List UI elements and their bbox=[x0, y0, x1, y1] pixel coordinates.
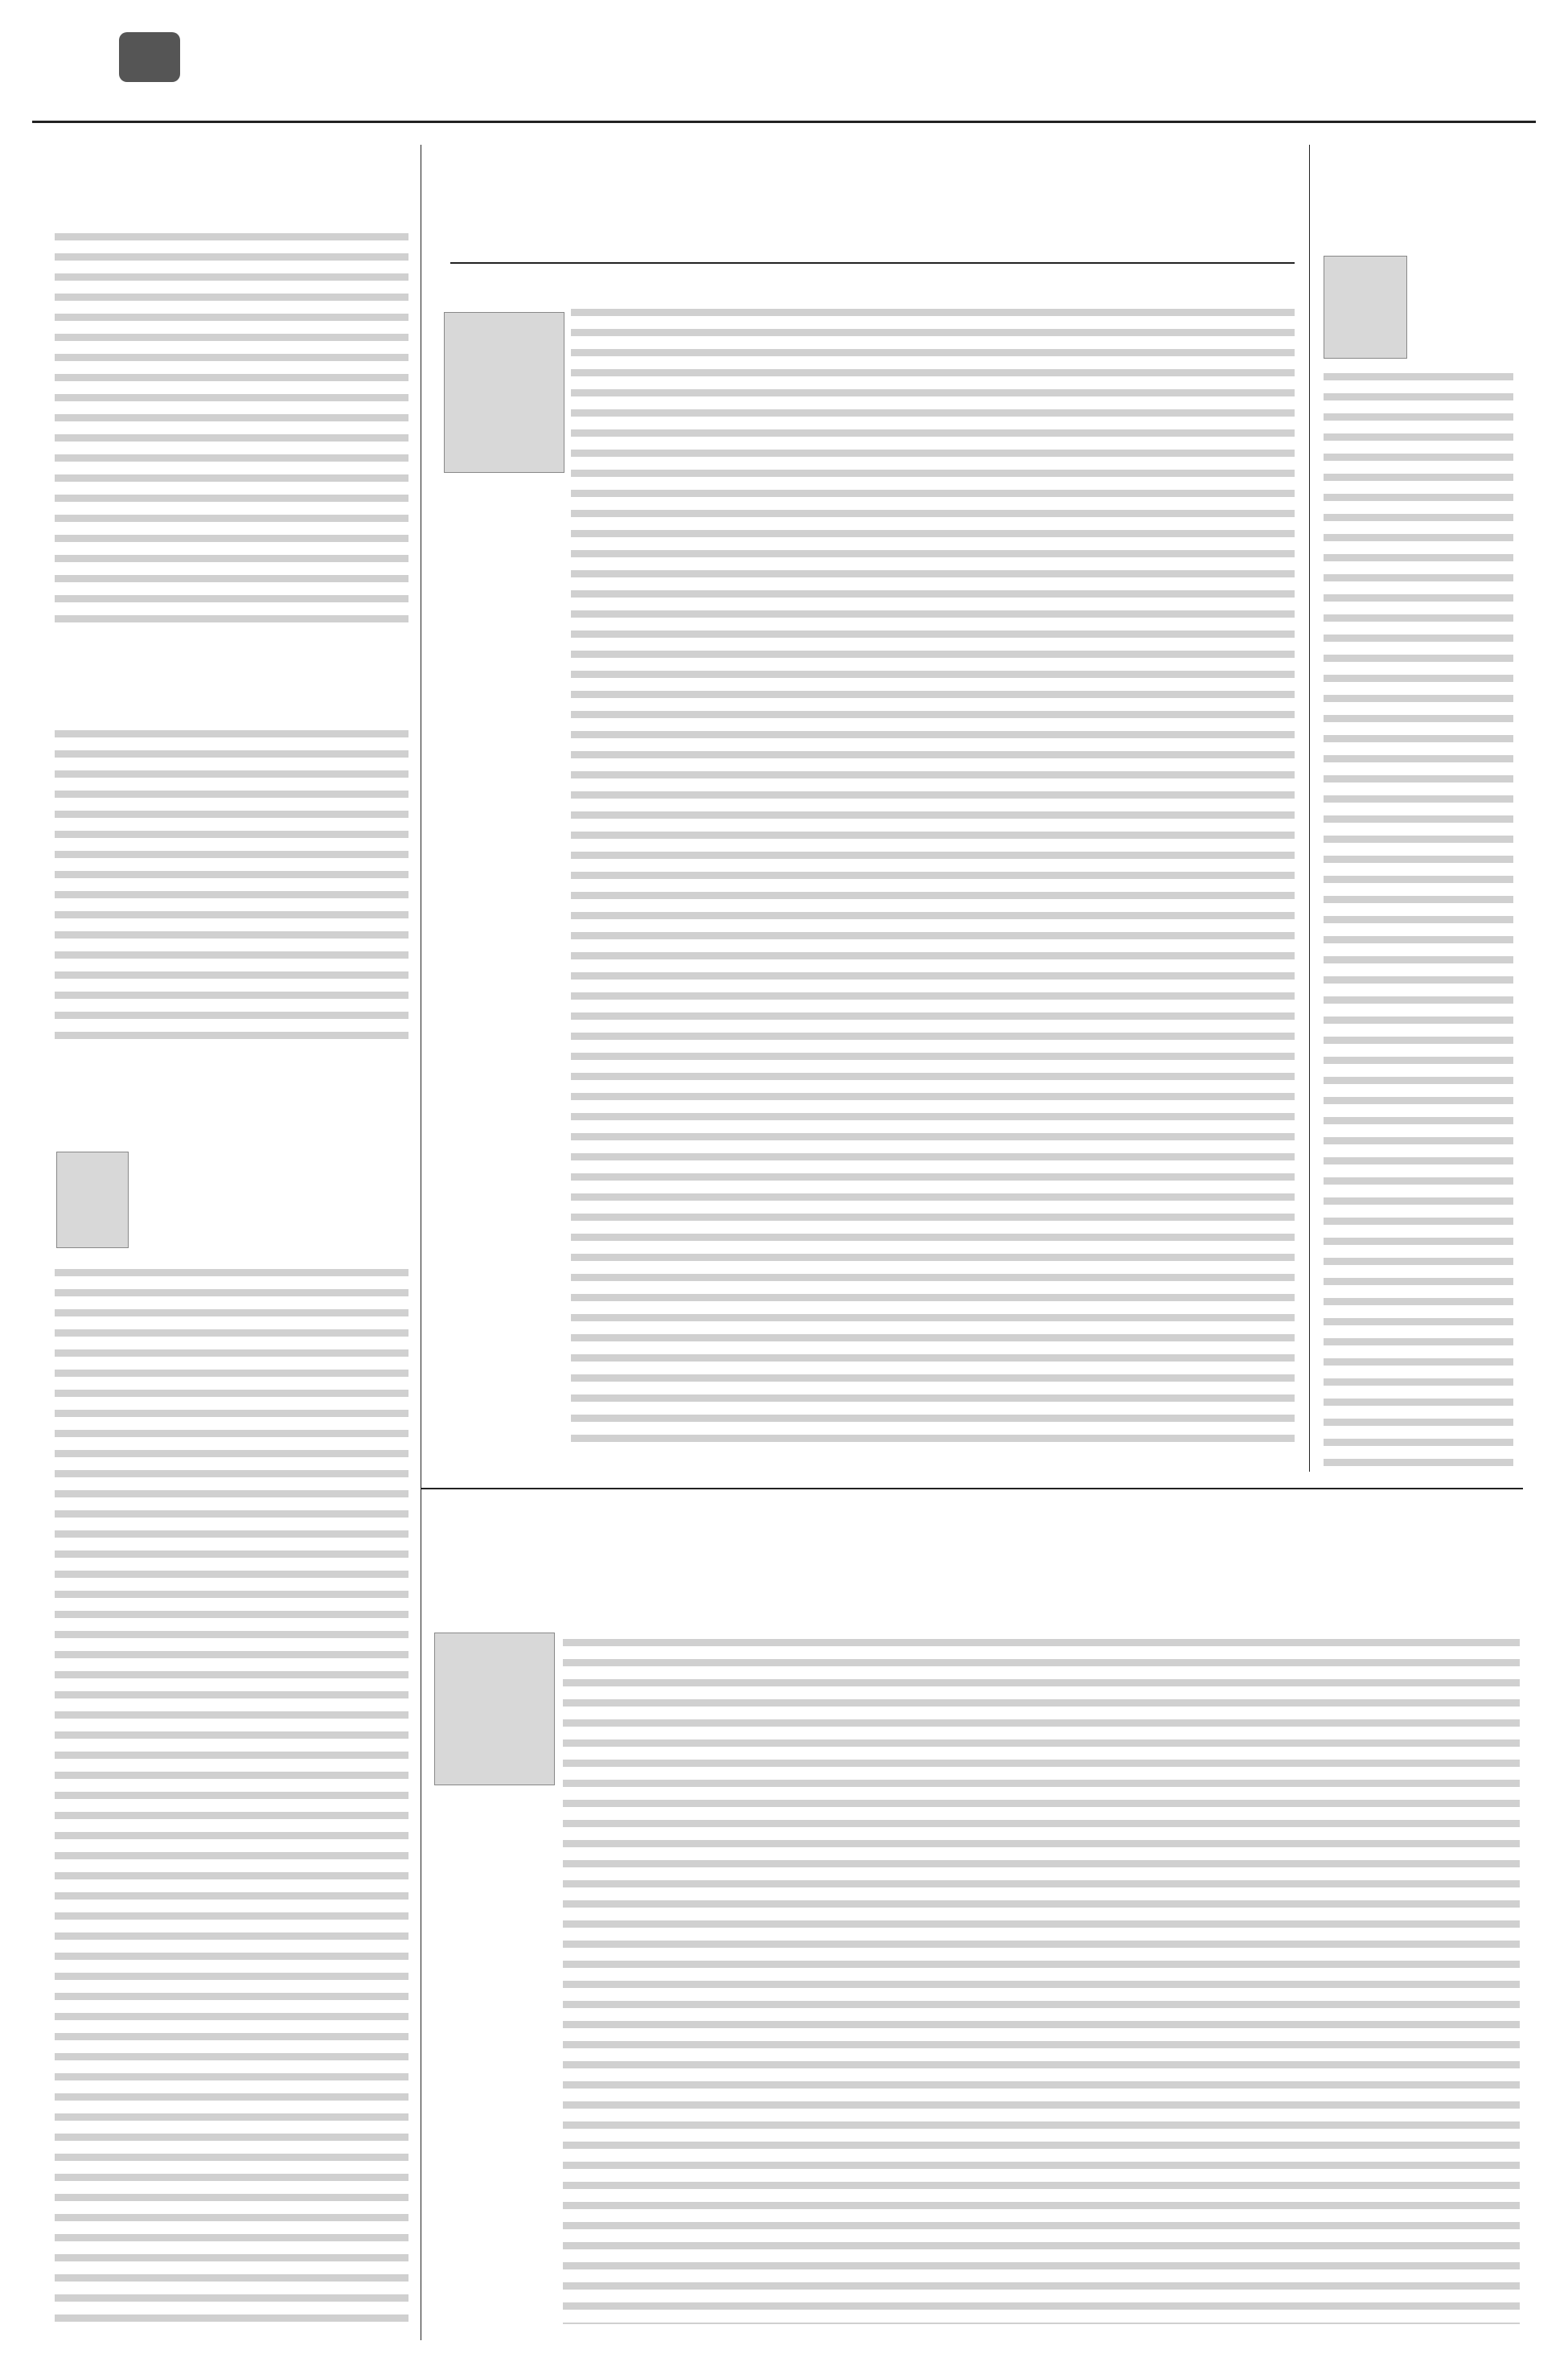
dollar-crisis-subtitle bbox=[48, 191, 402, 214]
election-author bbox=[499, 267, 836, 291]
youth-author bbox=[1322, 219, 1515, 241]
saima-wazed-body bbox=[55, 1263, 408, 2324]
dengue-subtitle bbox=[48, 690, 402, 713]
saima-wazed-author-photo bbox=[56, 1152, 129, 1248]
china-fair-author bbox=[482, 1592, 724, 1618]
dollar-crisis-body bbox=[55, 227, 408, 629]
logo-tagline bbox=[1180, 29, 1480, 45]
china-fair-body bbox=[563, 1633, 1520, 2324]
newspaper-logo bbox=[1180, 47, 1480, 95]
election-author-photo bbox=[444, 312, 564, 473]
dollar-crisis-title bbox=[48, 150, 402, 188]
section-divider bbox=[421, 1488, 1523, 1489]
saima-wazed-title bbox=[16, 1073, 410, 1116]
china-fair-author-photo bbox=[434, 1633, 555, 1785]
youth-title bbox=[1322, 150, 1515, 214]
dengue-body bbox=[55, 724, 408, 1045]
saima-wazed-author bbox=[48, 1119, 402, 1142]
youth-author-photo bbox=[1324, 256, 1407, 359]
youth-body bbox=[1324, 367, 1513, 1477]
section-name bbox=[190, 29, 479, 71]
date-line bbox=[190, 72, 544, 95]
china-fair-title bbox=[434, 1501, 1520, 1589]
election-title-rule bbox=[450, 262, 1295, 264]
column-divider-right bbox=[1309, 145, 1310, 1472]
header-rule bbox=[32, 121, 1536, 123]
dengue-title bbox=[48, 648, 402, 687]
election-body bbox=[571, 302, 1295, 1452]
page-number-badge bbox=[119, 32, 180, 82]
election-title bbox=[450, 150, 1295, 262]
